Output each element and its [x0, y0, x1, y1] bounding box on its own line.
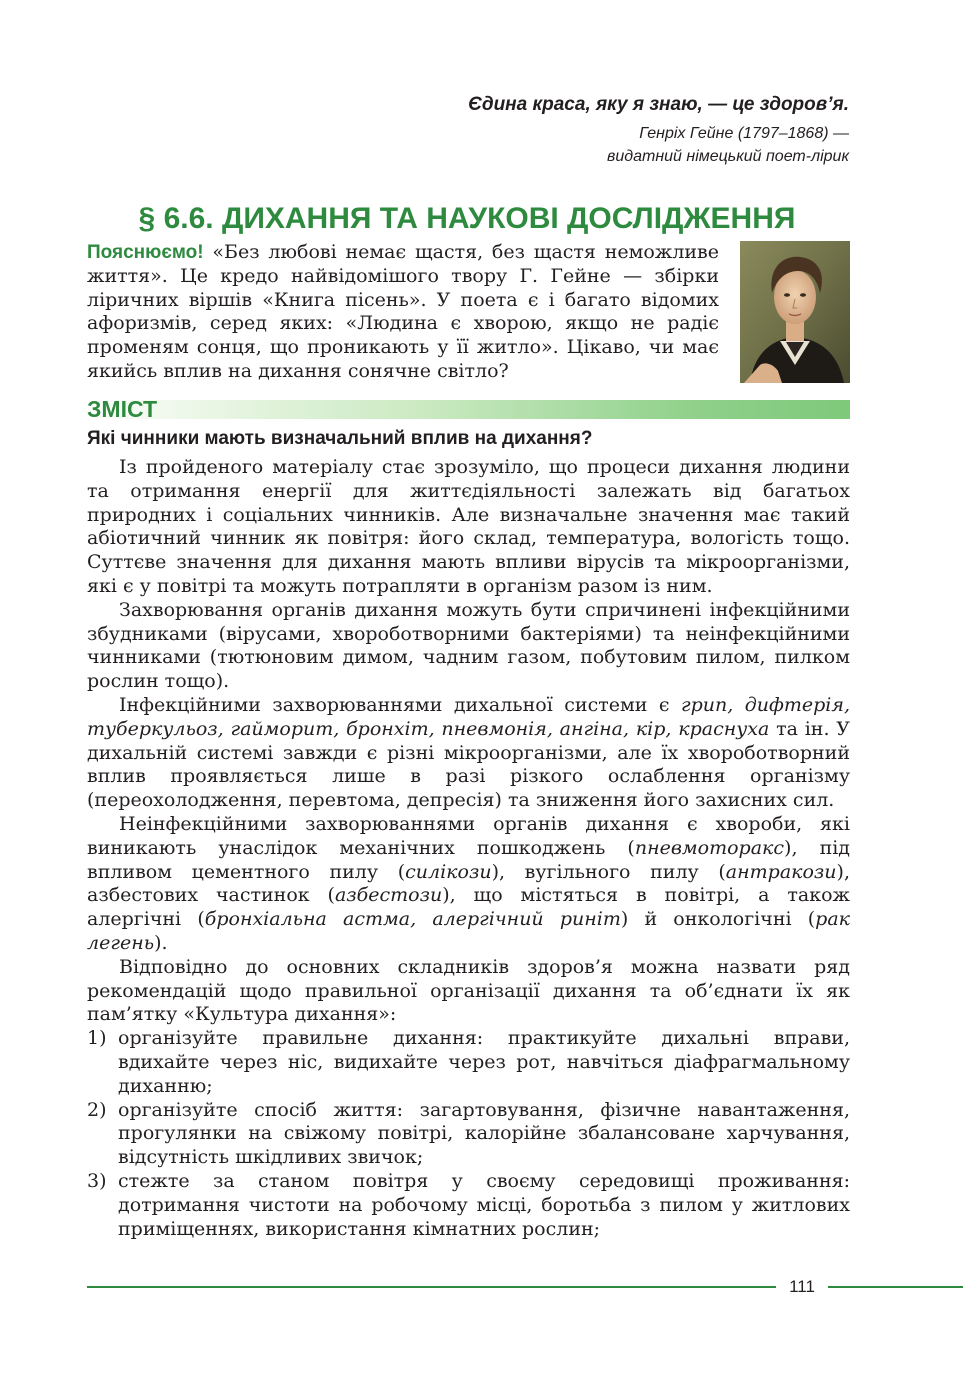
- recommendation-list: [87, 1027, 850, 1241]
- intro-text: «Без любові немає щастя, без щастя неможливе життя». Це кредо найвідомішого твору Г. Гейне — збірки ліричних віршів «Книга пісень». У поета є і багато відомих афоризмів, серед яких: «Людина є хворою, якщо не радіє променям сонця, що проникають у її житло». Цікаво, чи має якийсь вплив на дихання сонячне світло?: [87, 241, 719, 382]
- epigraph-author-line-2: видатний німецький поет-лірик: [607, 148, 849, 165]
- paragraph-4: [87, 813, 850, 956]
- epigraph-quote: Єдина краса, яку я знаю, — це здоров’я.: [468, 94, 849, 115]
- paragraph-4-italic: азбестози: [334, 884, 443, 907]
- footer-rule-right: [828, 1286, 963, 1288]
- content-header-bar: [87, 400, 850, 419]
- paragraph-2: Захворювання органів дихання можуть бути спричинені інфекційними збудниками (вірусами, хвороботворними бактеріями) та неінфекційними чинниками (тютюновим димом, чадним газом, побутовим пилом, пилком рослин тощо).: [87, 598, 850, 693]
- list-item: [87, 1099, 850, 1170]
- list-item-text: стежте за станом повітря у своєму середовищі проживання: дотримання чистоти на робочому місці, боротьба з пилом у житлових приміщеннях, використання кімнатних рослин;: [118, 1169, 850, 1240]
- paragraph-4-italic: антракози: [725, 860, 837, 883]
- paragraph-4-italic: пневмоторакс: [634, 836, 785, 859]
- list-item-number: 3): [87, 1169, 107, 1192]
- epigraph-author-line-1: Генріх Гейне (1797–1868) —: [639, 125, 849, 142]
- list-item-text: організуйте спосіб життя: загартовування, фізичне навантаження, прогулянки на свіжому повітрі, калорійне збалансоване харчування, відсутність шкідливих звичок;: [118, 1098, 850, 1169]
- paragraph-4-part: ) й онкологічні (: [620, 908, 816, 931]
- intro-block: [87, 241, 850, 383]
- paragraph-4-part: ), що містяться в повітрі, а також алергічні (: [87, 884, 850, 931]
- content-heading: ЗМІСТ: [87, 396, 158, 422]
- paragraph-5: Відповідно до основних складників здоров’я можна назвати ряд рекомендацій щодо правильної організації дихання та об’єднати їх як пам’ятку «Культура дихання»:: [87, 955, 850, 1026]
- portrait-image: [740, 241, 850, 383]
- paragraph-3-part: Інфекційними захворюваннями дихальної системи є: [119, 693, 681, 716]
- intro-lead: Пояснюємо!: [87, 242, 204, 263]
- list-item-number: 1): [87, 1027, 107, 1050]
- subheading: Які чинники мають визначальний вплив на дихання?: [87, 428, 593, 449]
- list-item-text: організуйте правильне дихання: практикуйте дихальні вправи, вдихайте через ніс, видихайте через рот, навчіться діафрагмальному диханню;: [118, 1027, 850, 1097]
- body-text: [87, 456, 850, 1241]
- paragraph-4-italic: рак легень: [87, 908, 851, 954]
- intro-paragraph: [87, 241, 719, 384]
- paragraph-3-part: та ін. У дихальній системі завжди є різні мікроорганізми, але їх хвороботворний вплив проявляється лише в разі різкого ослаблення організму (переохолодження, перевтома, депресія) та зниження його захисних сил.: [87, 717, 851, 812]
- paragraph-3: [87, 694, 850, 813]
- section-title: § 6.6. ДИХАННЯ ТА НАУКОВІ ДОСЛІДЖЕННЯ: [138, 202, 796, 235]
- list-item: [87, 1027, 850, 1098]
- list-item: [87, 1170, 850, 1241]
- paragraph-4-part: ), вугільного пилу (: [491, 860, 726, 883]
- paragraph-4-part: ), азбестових частинок (: [87, 860, 850, 907]
- paragraph-4-italic: бронхіальна астма, алергічний риніт: [204, 908, 621, 931]
- paragraph-4-italic: силікози: [405, 860, 492, 883]
- paragraph-4-part: ).: [154, 931, 168, 954]
- footer-rule-left: [87, 1286, 776, 1288]
- paragraph-4-part: Неінфекційними захворюваннями органів дихання є хвороби, які виникають унаслідок механічних пошкоджень (: [87, 812, 850, 859]
- epigraph: [468, 92, 849, 168]
- paragraph-3-italic: грип, дифтерія, туберкульоз, гайморит, бронхіт, пневмонія, ангіна, кір, краснуха: [87, 693, 850, 740]
- page-number: 111: [789, 1277, 815, 1296]
- paragraph-4-part: ), під впливом цементного пилу (: [87, 836, 851, 883]
- paragraph-1: Із пройденого матеріалу стає зрозуміло, що процеси дихання людини та отримання енергії для життєдіяльності залежать від багатьох природних і соціальних чинників. Але визначальне значення має такий абіотичний чинник як повітря: його склад, температура, вологість тощо. Суттєве значення для дихання мають впливи вірусів та мікроорганізми, які є у повітрі та можуть потрапляти в організм разом із ним.: [87, 456, 850, 597]
- list-item-number: 2): [87, 1098, 107, 1121]
